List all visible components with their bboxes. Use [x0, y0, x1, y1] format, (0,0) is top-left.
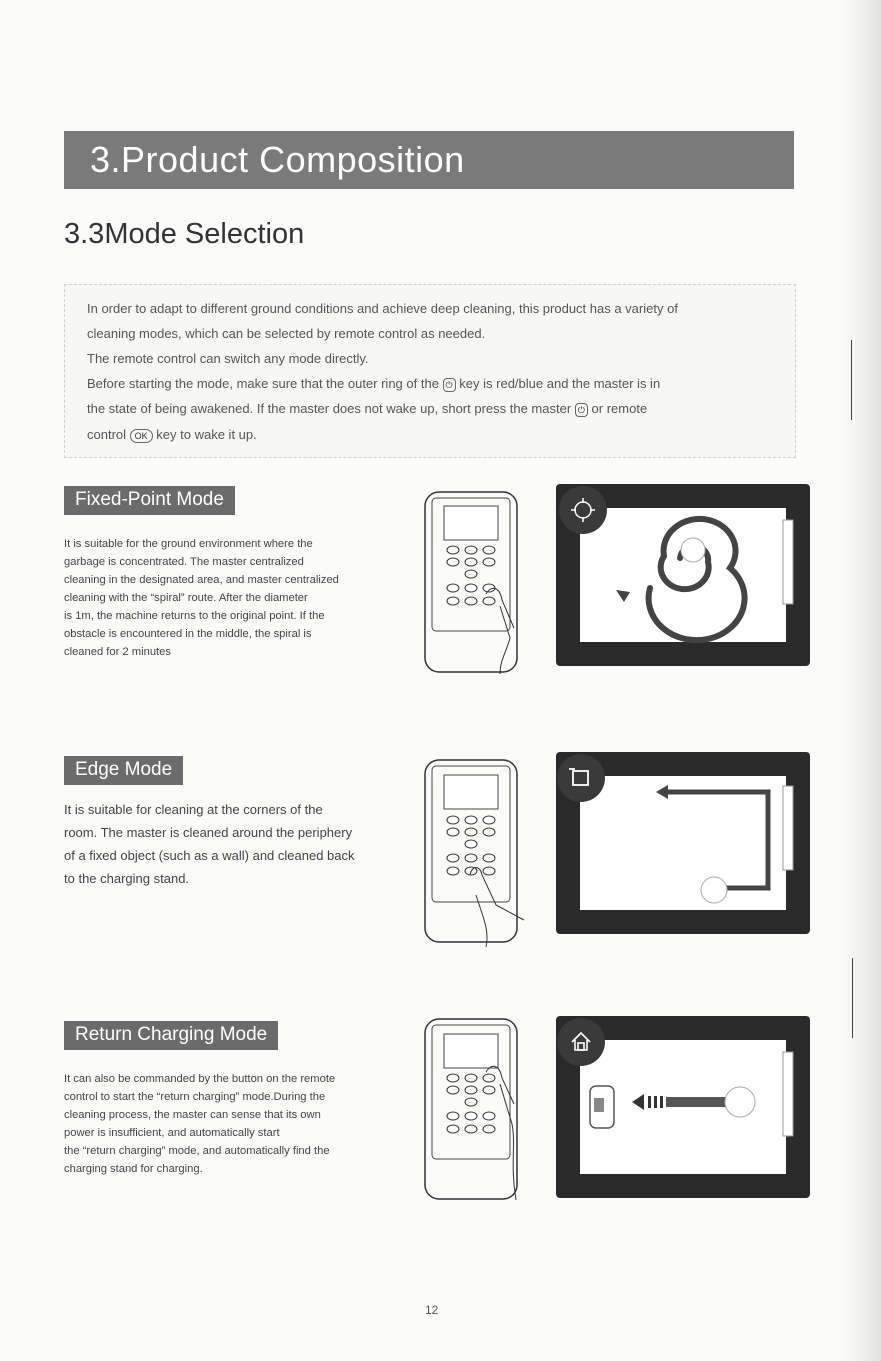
- description-line: control to start the “return charging” mode.During the: [64, 1091, 326, 1103]
- chapter-banner: [64, 131, 794, 189]
- description-line: charging stand for charging.: [64, 1163, 203, 1175]
- description-line: garbage is concentrated. The master centralized: [64, 556, 304, 568]
- edge-mode-scene: [556, 752, 810, 934]
- description-line: It can also be commanded by the button on the remote: [64, 1073, 336, 1085]
- remote-control-illustration: [420, 1014, 530, 1206]
- ok-key-icon: OK: [130, 429, 153, 443]
- chapter-title: 3.Product Composition: [90, 139, 465, 180]
- return-charging-scene: [556, 1016, 810, 1198]
- intro-line: [87, 401, 647, 417]
- mode-description-edge: [64, 798, 355, 890]
- scan-artifact: [852, 958, 853, 1038]
- description-line: room. The master is cleaned around the periphery: [64, 825, 353, 840]
- page-spine-shadow: [841, 0, 881, 1361]
- intro-text: control: [87, 427, 127, 442]
- description-line: obstacle is encountered in the middle, the spiral is: [64, 628, 312, 640]
- intro-text: Before starting the mode, make sure that the outer ring of the: [87, 376, 439, 391]
- remote-control-illustration: [420, 488, 530, 678]
- description-line: cleaning process, the master can sense that its own: [64, 1109, 321, 1121]
- intro-line: In order to adapt to different ground conditions and achieve deep cleaning, this product has a variety of: [87, 301, 678, 316]
- intro-line: [87, 376, 660, 392]
- description-line: cleaned for 2 minutes: [64, 646, 171, 658]
- description-line: cleaning in the designated area, and master centralized: [64, 574, 339, 586]
- description-line: is 1m, the machine returns to the original point. If the: [64, 610, 325, 622]
- description-line: It is suitable for the ground environment where the: [64, 538, 313, 550]
- power-key-icon: ⏻: [575, 403, 588, 417]
- intro-text: the state of being awakened. If the master does not wake up, short press the master: [87, 401, 572, 416]
- mode-title-return-charging: Return Charging Mode: [64, 1021, 278, 1050]
- description-line: cleaning with the “spiral” route. After the diameter: [64, 592, 308, 604]
- description-line: of a fixed object (such as a wall) and cleaned back: [64, 848, 355, 863]
- description-line: to the charging stand.: [64, 871, 190, 886]
- power-key-icon: ⏻: [443, 378, 456, 392]
- intro-line: cleaning modes, which can be selected by remote control as needed.: [87, 326, 486, 341]
- section-title: 3.3Mode Selection: [64, 218, 305, 250]
- intro-text: key to wake it up.: [156, 427, 257, 442]
- fixed-point-scene: [556, 484, 810, 666]
- intro-text: key is red/blue and the master is in: [459, 376, 661, 391]
- mode-title-fixed-point: Fixed-Point Mode: [64, 486, 235, 515]
- scan-artifact: [851, 340, 852, 420]
- description-line: the “return charging” mode, and automatically find the: [64, 1145, 330, 1157]
- intro-line: [87, 427, 257, 443]
- description-line: It is suitable for cleaning at the corners of the: [64, 802, 323, 817]
- intro-box: [64, 284, 796, 458]
- remote-control-illustration: [420, 755, 550, 950]
- mode-title-edge: Edge Mode: [64, 756, 183, 785]
- page-number: 12: [425, 1303, 439, 1317]
- description-line: power is insufficient, and automatically start: [64, 1127, 280, 1139]
- intro-line: The remote control can switch any mode directly.: [87, 351, 369, 366]
- intro-text: or remote: [591, 401, 648, 416]
- mode-description-fixed-point: [64, 535, 339, 661]
- mode-description-return-charging: [64, 1070, 335, 1178]
